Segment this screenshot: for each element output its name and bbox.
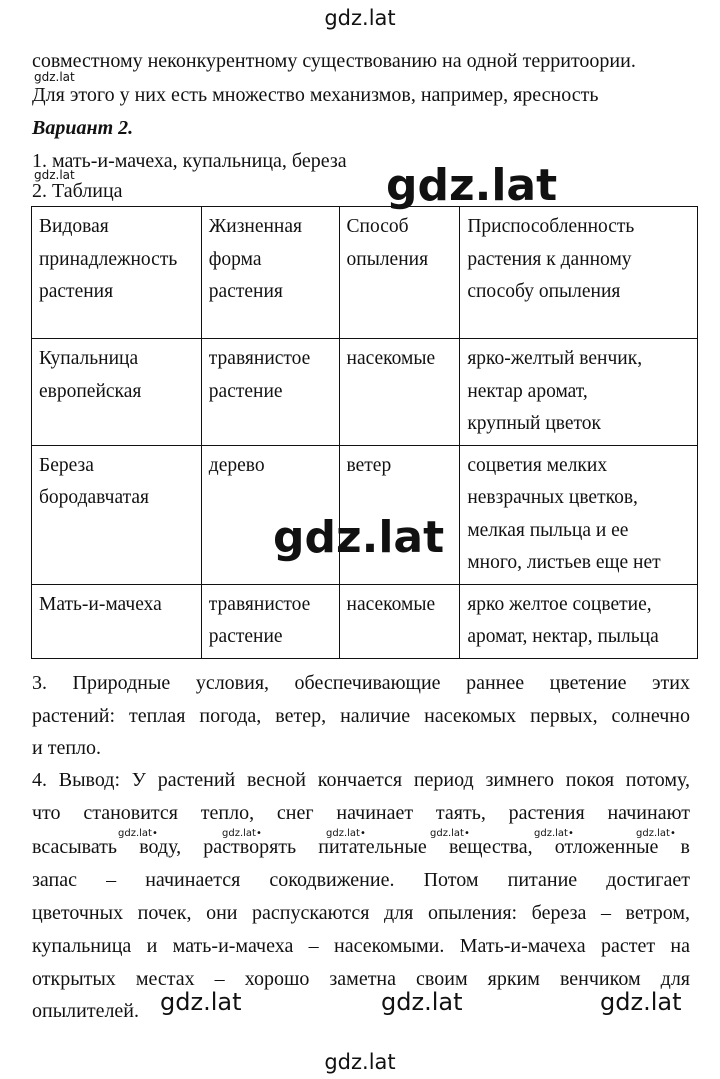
watermark-tiny: gdz.lat• bbox=[222, 828, 262, 839]
table-cell: Береза бородавчатая bbox=[32, 445, 202, 584]
watermark-mid: gdz.lat bbox=[381, 988, 463, 1016]
table-cell: ярко-желтый венчик, нектар аромат, крупный цветок bbox=[460, 339, 698, 446]
item-2: 2. Таблица bbox=[32, 180, 123, 202]
table-cell: травянистое растение bbox=[201, 584, 339, 658]
watermark-big: gdz.lat bbox=[386, 160, 558, 211]
intro-line: Для этого у них есть множество механизмов, например, яресность bbox=[32, 84, 599, 106]
item-1: 1. мать-и-мачеха, купальница, береза bbox=[32, 150, 347, 172]
table-cell: дерево bbox=[201, 445, 339, 584]
item-4-line: 4. Вывод: У растений весной кончается период зимнего покоя потому, bbox=[32, 769, 690, 791]
item-4-line: открытых местах – хорошо заметна своим ярким венчиком для bbox=[32, 968, 690, 990]
table-cell: Купальница европейская bbox=[32, 339, 202, 446]
watermark-tiny: gdz.lat• bbox=[636, 828, 676, 839]
table-row bbox=[32, 339, 698, 446]
watermark-small: gdz.lat bbox=[34, 70, 75, 84]
intro-line: совместному неконкурентному существованию на одной территоории. bbox=[32, 50, 636, 72]
table-cell: ярко желтое соцветие, аромат, нектар, пыльца bbox=[460, 584, 698, 658]
table-header-row bbox=[32, 207, 698, 339]
table-cell: насекомые bbox=[339, 584, 460, 658]
item-3-line: и тепло. bbox=[32, 737, 102, 759]
watermark-top: gdz.lat bbox=[324, 6, 396, 30]
table-cell: травянистое растение bbox=[201, 339, 339, 446]
watermark-mid: gdz.lat bbox=[600, 988, 682, 1016]
header-cell: Способ опыления bbox=[339, 207, 460, 339]
item-4-line: купальница и мать-и-мачеха – насекомыми. Мать-и-мачеха растет на bbox=[32, 935, 690, 957]
watermark-small: gdz.lat bbox=[34, 168, 75, 182]
table-row bbox=[32, 584, 698, 658]
header-cell: Приспособленность растения к данному способу опыления bbox=[460, 207, 698, 339]
table-cell: соцветия мелких невзрачных цветков, мелкая пыльца и ее много, листьев еще нет bbox=[460, 445, 698, 584]
header-cell: Жизненная форма растения bbox=[201, 207, 339, 339]
item-4-line: всасывать воду, растворять питательные вещества, отложенные в bbox=[32, 836, 690, 858]
watermark-tiny: gdz.lat• bbox=[326, 828, 366, 839]
variant-heading: Вариант 2. bbox=[32, 117, 134, 139]
item-3-line: растений: теплая погода, ветер, наличие насекомых первых, солнечно bbox=[32, 705, 690, 727]
watermark-tiny: gdz.lat• bbox=[118, 828, 158, 839]
table-cell: насекомые bbox=[339, 339, 460, 446]
header-cell: Видовая принадлежность растения bbox=[32, 207, 202, 339]
item-4-line: опылителей. bbox=[32, 1000, 140, 1022]
watermark-tiny: gdz.lat• bbox=[430, 828, 470, 839]
item-4-line: запас – начинается сокодвижение. Потом питание достигает bbox=[32, 869, 690, 891]
item-4-line: цветочных почек, они распускаются для опыления: береза – ветром, bbox=[32, 902, 690, 924]
plants-table bbox=[31, 206, 698, 659]
watermark-bottom: gdz.lat bbox=[324, 1050, 396, 1074]
watermark-tiny: gdz.lat• bbox=[534, 828, 574, 839]
item-3-line: 3. Природные условия, обеспечивающие раннее цветение этих bbox=[32, 672, 690, 694]
table-cell: Мать-и-мачеха bbox=[32, 584, 202, 658]
table-cell: ветер bbox=[339, 445, 460, 584]
watermark-mid: gdz.lat bbox=[160, 988, 242, 1016]
watermark-big: gdz.lat bbox=[273, 512, 445, 563]
item-4-line: что становится тепло, снег начинает таять, растения начинают bbox=[32, 802, 690, 824]
